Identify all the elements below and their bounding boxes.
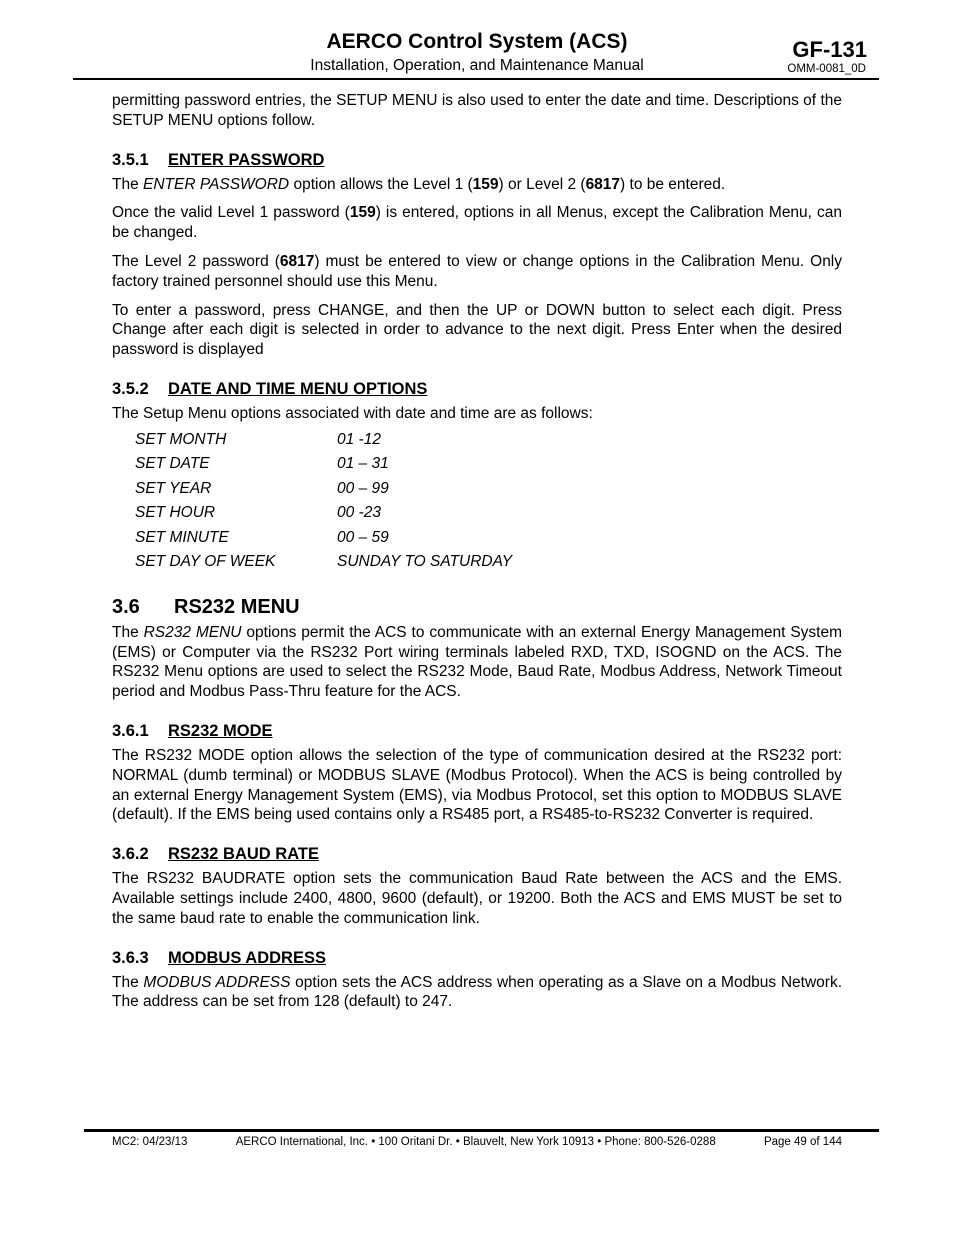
- option-name: SET HOUR: [135, 504, 216, 522]
- option-range: SUNDAY TO SATURDAY: [337, 553, 513, 571]
- option-row: [135, 477, 842, 502]
- paragraph: To enter a password, press CHANGE, and then the UP or DOWN button to select each digit. Press Change after each digit is selected in order to advance to the next digit. Press Enter when the desired password is displayed: [112, 301, 842, 359]
- option-range: 00 – 59: [337, 528, 389, 546]
- option-name: SET YEAR: [135, 479, 212, 497]
- section-number: 3.6.2: [112, 845, 149, 864]
- text: ) to be entered.: [620, 175, 726, 193]
- section-number: 3.6: [112, 595, 140, 618]
- text-bold: 6817: [585, 175, 621, 193]
- text-italic: RS232 MENU: [143, 623, 242, 641]
- paragraph: The RS232 MODE option allows the selection of the type of communication desired at the RS232 port: NORMAL (dumb terminal) or MODBUS SLAVE (Modbus Protocol). When the ACS is being controlled by an external Energy Management System (EMS), via Modbus Protocol, set this option to MODBUS SLAVE (default). If the EMS being used contains only a RS485 port, a RS485-to-RS232 Converter is required.: [112, 746, 842, 824]
- text: ) or Level 2 (: [498, 175, 586, 193]
- section-number: 3.6.1: [112, 721, 149, 740]
- header-subtitle: Installation, Operation, and Maintenance Manual: [310, 57, 644, 74]
- page-number: Page 49 of 144: [763, 1136, 842, 1148]
- text-italic: MODBUS ADDRESS: [143, 973, 291, 991]
- paragraph: The RS232 BAUDRATE option sets the communication Baud Rate between the ACS and the EMS. Available settings include 2400, 4800, 9600 (default), or 19200. Both the ACS and EMS MUST be set to the same baud rate to enable the communication link.: [112, 870, 842, 927]
- paragraph: [112, 203, 842, 243]
- date-time-options-list: [135, 428, 842, 575]
- option-range: 01 -12: [337, 430, 381, 448]
- paragraph: [112, 175, 842, 195]
- page-content: [112, 91, 842, 1021]
- intro-paragraph: permitting password entries, the SETUP MENU is also used to enter the date and time. Descriptions of the SETUP MENU options follow.: [112, 92, 842, 129]
- section-number: 3.5.1: [112, 150, 149, 169]
- section-heading-rs232-mode: [112, 721, 842, 741]
- document-code: GF-131: [792, 37, 867, 62]
- document-number: OMM-0081_0D: [787, 63, 866, 75]
- text: ) is entered, options in all Menus, except the Calibration Menu, can be changed.: [112, 204, 843, 242]
- header-title: AERCO Control System (ACS): [326, 30, 628, 53]
- option-row: [135, 501, 842, 526]
- text: Once the valid Level 1 password (: [112, 204, 350, 222]
- option-range: 01 – 31: [337, 455, 389, 473]
- paragraph: The Setup Menu options associated with date and time are as follows:: [112, 404, 593, 422]
- option-name: SET MONTH: [135, 430, 227, 448]
- footer-revision: MC2: 04/23/13: [112, 1136, 188, 1148]
- option-name: SET DATE: [135, 455, 210, 473]
- option-row: [135, 452, 842, 477]
- footer-rule: [84, 1129, 879, 1132]
- section-title: ENTER PASSWORD: [168, 150, 325, 169]
- text-bold: 6817: [279, 252, 315, 270]
- option-row: [135, 428, 842, 453]
- section-heading-modbus-address: [112, 948, 842, 968]
- section-heading-rs232-menu: [112, 595, 842, 619]
- section-number: 3.5.2: [112, 379, 149, 398]
- section-heading-rs232-baud-rate: [112, 844, 842, 864]
- section-heading-date-time: [112, 379, 842, 399]
- header-rule: [73, 78, 879, 80]
- paragraph: [112, 973, 842, 1013]
- text: The: [112, 973, 144, 991]
- text: option allows the Level 1 (: [289, 175, 473, 193]
- footer-company-info: AERCO International, Inc. • 100 Oritani Dr. • Blauvelt, New York 10913 • Phone: 800-526-0288: [235, 1136, 716, 1148]
- paragraph: [112, 252, 842, 292]
- section-title: DATE AND TIME MENU OPTIONS: [168, 379, 428, 398]
- text-bold: 159: [472, 175, 499, 193]
- page-footer: [112, 1136, 842, 1148]
- option-range: 00 – 99: [337, 479, 389, 497]
- section-title: RS232 MENU: [174, 595, 300, 618]
- text: ) must be entered to view or change options in the Calibration Menu. Only factory trained personnel should use this Menu.: [112, 252, 843, 290]
- text: option sets the ACS address when operating as a Slave on a Modbus Network. The address can be set from 128 (default) to 247.: [112, 973, 843, 1011]
- text: The Level 2 password (: [112, 252, 280, 270]
- text: The: [112, 175, 144, 193]
- section-heading-enter-password: [112, 150, 842, 170]
- option-row: [135, 526, 842, 551]
- option-name: SET MINUTE: [135, 528, 229, 546]
- section-number: 3.6.3: [112, 948, 149, 967]
- text-bold: 159: [349, 204, 376, 222]
- option-name: SET DAY OF WEEK: [135, 553, 276, 571]
- option-range: 00 -23: [337, 504, 381, 522]
- section-title: RS232 BAUD RATE: [168, 845, 319, 864]
- section-title: MODBUS ADDRESS: [168, 948, 326, 967]
- section-title: RS232 MODE: [168, 721, 273, 740]
- text: The: [112, 623, 144, 641]
- text-italic: ENTER PASSWORD: [143, 175, 290, 193]
- paragraph: [112, 623, 842, 702]
- option-row: [135, 550, 842, 575]
- text: options permit the ACS to communicate with an external Energy Management System (EMS) or Computer via the RS232 Port wiring terminals labeled RXD, TXD, ISOGND on the ACS. The RS232 Menu options are used to select the RS232 Mode, Baud Rate, Modbus Address, Network Timeout period and Modbus Pass-Thru feature for the ACS.: [112, 623, 842, 701]
